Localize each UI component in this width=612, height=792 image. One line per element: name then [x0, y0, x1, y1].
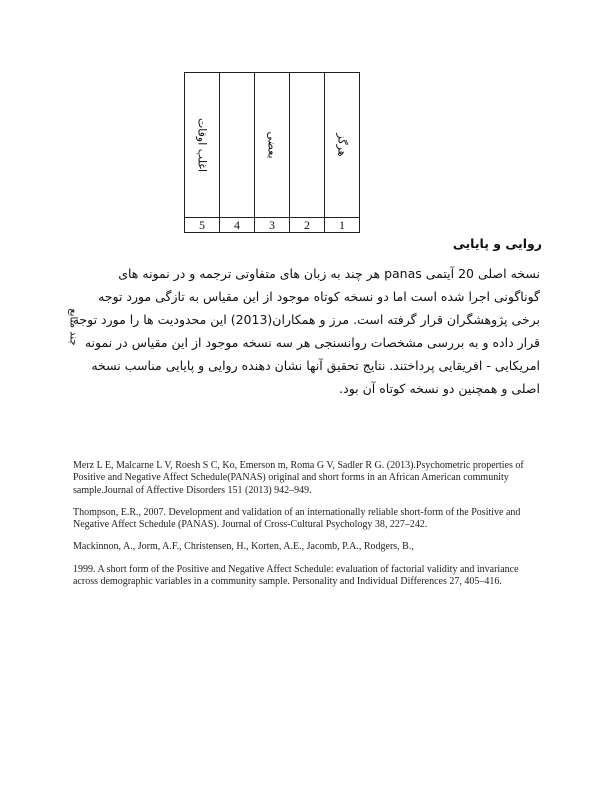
scale-number-3: 3: [255, 218, 290, 233]
scale-cell-2: [290, 73, 325, 218]
scale-cell-4: [220, 73, 255, 218]
scale-label-row: [185, 73, 360, 218]
reference-item: Merz L E, Malcarne L V, Roesh S C, Ko, Emerson m, Roma G V, Sadler R G. (2013).Psychometric properties of Positive and Negative Affect Schedule(PANAS) original and short forms in an African American community sample.Journal of Affective Disorders 151 (2013) 942–949.: [73, 460, 524, 496]
rating-scale-table: [184, 72, 360, 233]
scale-number-5: 5: [185, 218, 220, 233]
references-list: [73, 460, 541, 598]
scale-label-5: اغلب اوقات: [195, 117, 209, 173]
body-paragraph: نسخه اصلی 20 آیتمی panas هر چند به زبان های متفاوتی ترجمه و در نمونه های گوناگونی اجرا شده است اما دو نسخه کوتاه موجود از این مقیاس به تازگی مورد توجه برخی پژوهشگران قرار گرفته است. مرز و همکاران(2013) این محدودیت ها را مورد توجه قرار داده و به بررسی مشخصات روانسنجی هر سه نسخه موجود از این مقیاس در نمونه امریکایی - افریقایی پرداختند. نتایج تحقیق آنها نشان دهنده روایی و پایایی مناسب نسخه اصلی و همچنین دو نسخه کوتاه آن بود.: [72, 266, 540, 396]
reference-item: 1999. A short form of the Positive and Negative Affect Schedule: evaluation of factorial validity and invariance across demographic variables in a community sample. Personality and Individual Differences 27, 405–416.: [73, 563, 519, 588]
scale-label-3: بعضی: [265, 131, 279, 159]
margin-note-text: چند منابع: [67, 308, 79, 346]
scale-cell-3: [255, 73, 290, 218]
scale-cell-1: [325, 73, 360, 218]
scale-label-1: هرگز: [335, 133, 349, 157]
margin-note: [66, 262, 80, 392]
scale-number-4: 4: [220, 218, 255, 233]
scale-number-2: 2: [290, 218, 325, 233]
section-heading: روایی و پایایی: [452, 236, 542, 251]
reference-item: Mackinnon, A., Jorm, A.F., Christensen, H., Korten, A.E., Jacomb, P.A., Rodgers, B.,: [73, 541, 414, 553]
scale-number-row: [185, 218, 360, 233]
scale-cell-5: [185, 73, 220, 218]
reference-item: Thompson, E.R., 2007. Development and validation of an internationally reliable short-form of the Positive and Negative Affect Schedule (PANAS). Journal of Cross-Cultural Psychology 38, 227–242.: [73, 506, 521, 531]
scale-number-1: 1: [325, 218, 360, 233]
